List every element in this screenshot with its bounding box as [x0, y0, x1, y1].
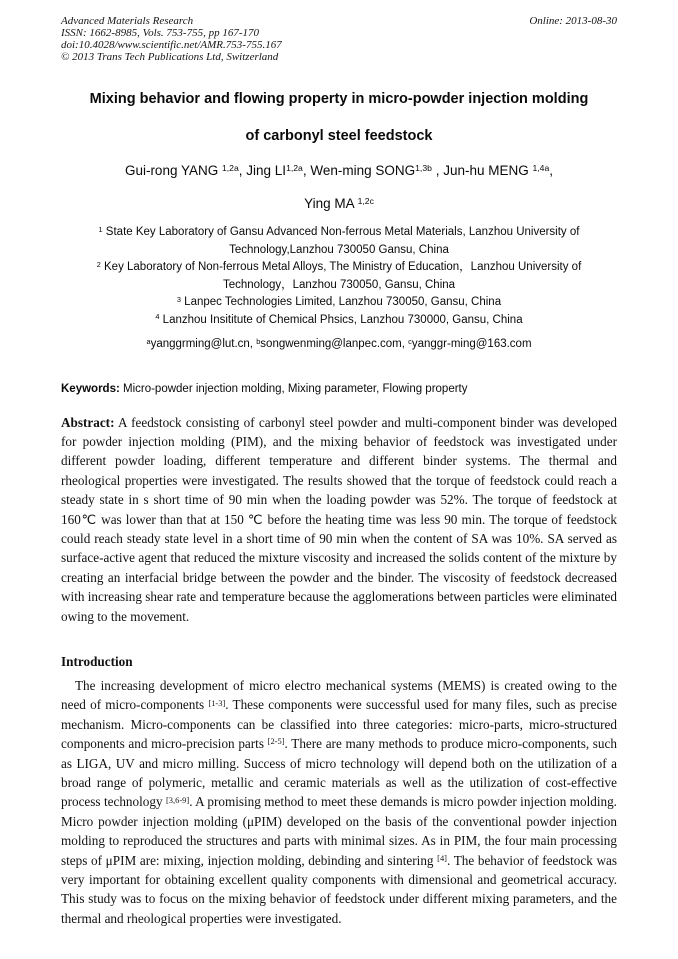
online-date: Online: 2013-08-30 — [529, 15, 617, 27]
abstract-label: Abstract: — [61, 414, 115, 430]
author-emails: $^a$yanggrming@lut.cn, $^b$songwenming@lanpec.com, $^c$yanggr-ming@163.com — [146, 336, 532, 350]
affiliations-block — [61, 224, 617, 329]
publication-info — [61, 15, 282, 63]
paper-title-line-1: Mixing behavior and flowing property in micro-powder injection molding — [89, 91, 589, 107]
issn-line: ISSN: 1662-8985, Vols. 753-755, pp 167-170 — [61, 27, 259, 39]
affiliation-2: $^2$ Key Laboratory of Non-ferrous Metal Alloys, The Ministry of Education，Lanzhou University of Technology，Lanzhou 730050, Gansu, China — [96, 259, 582, 291]
journal-name: Advanced Materials Research — [61, 15, 194, 27]
copyright-line: © 2013 Trans Tech Publications Ltd, Switzerland — [61, 51, 279, 63]
authors-block — [61, 161, 617, 214]
paper-title-line-2: of carbonyl steel feedstock — [245, 128, 433, 144]
paper-title — [61, 89, 617, 146]
authors-line-1: Gui-rong YANG $^{1,2a}$, Jing $LI^{1,2a}$, Wen-ming $SONG^{1,3b}$ , Jun-hu MENG $^{1,4a}$, — [124, 163, 554, 178]
affiliation-1: $^1$ State Key Laboratory of Gansu Advanced Non-ferrous Metal Materials, Lanzhou University of Technology,Lanzhou 730050 Gansu, China — [98, 224, 580, 256]
keywords-line — [61, 381, 617, 397]
affiliation-3: $^3$ Lanpec Technologies Limited, Lanzhou 730050, Gansu, China — [176, 294, 502, 308]
abstract-paragraph — [61, 413, 617, 626]
page-header — [61, 15, 617, 63]
affiliation-4: $^4$ Lanzhou Insititute of Chemical Phsics, Lanzhou 730000, Gansu, China — [155, 312, 523, 326]
introduction-heading: Introduction — [61, 653, 133, 669]
authors-line-2: Ying MA $^{1,2c}$ — [304, 196, 374, 211]
keywords-label: Keywords: — [61, 382, 120, 395]
doi-line: doi:10.4028/www.scientific.net/AMR.753-755.167 — [61, 39, 282, 51]
abstract-text: A feedstock consisting of carbonyl steel powder and multi-component binder was developed for powder injection molding (PIM), and the mixing behavior of feedstock was investigated under different powder loading, different temperature and different binder systems. The thermal and rheological properties were investigated. The results showed that the torque of feedstock could reach a steady state in s short time of 90 min when the loading powder was 52%. The torque of feedstock at 160℃ was lower than that at 150 ℃ before the heating time was less 90 min. The torque of feedstock could reach steady state level in a short time of 90 min when the content of SA was 10%. SA served as surface-active agent that reduced the mixture viscosity and increased the solids content of the mixture by creating an interfacial bridge between the powder and the binder. The viscosity of feedstock decreased with increasing shear rate and temperature because the agglomerations between particles were eliminated owing to the movement. — [61, 414, 617, 624]
keywords-text: Micro-powder injection molding, Mixing parameter, Flowing property — [119, 382, 468, 395]
introduction-paragraph: The increasing development of micro electro mechanical systems (MEMS) is created owing to the need of micro-components [1-3]. These components were successful used for many files, such as precise mechanism. Micro-components can be classified into three categories: micro-parts, micro-structured components and micro-precision parts [2-5]. There are many methods to produce micro-components, such as LIGA, UV and micro milling. Success of micro technology will depend both on the utilization of a broad range of polymeric, metallic and ceramic materials as well as the utilization of cost-effective process technology [3,6-9]. A promising method to meet these demands is micro powder injection molding. Micro powder injection molding (μPIM) developed on the basis of the conventional powder injection molding to reproduced the structures and parts with minimal sizes. As in PIM, the four main processing steps of μPIM are: mixing, injection molding, debinding and sintering [4]. The behavior of feedstock was very important for obtaining excellent quality components with dimensional and geometrical accuracy. This study was to focus on the mixing behavior of feedstock under different mixing parameters, and the thermal and rheological properties were investigated. — [61, 677, 617, 926]
